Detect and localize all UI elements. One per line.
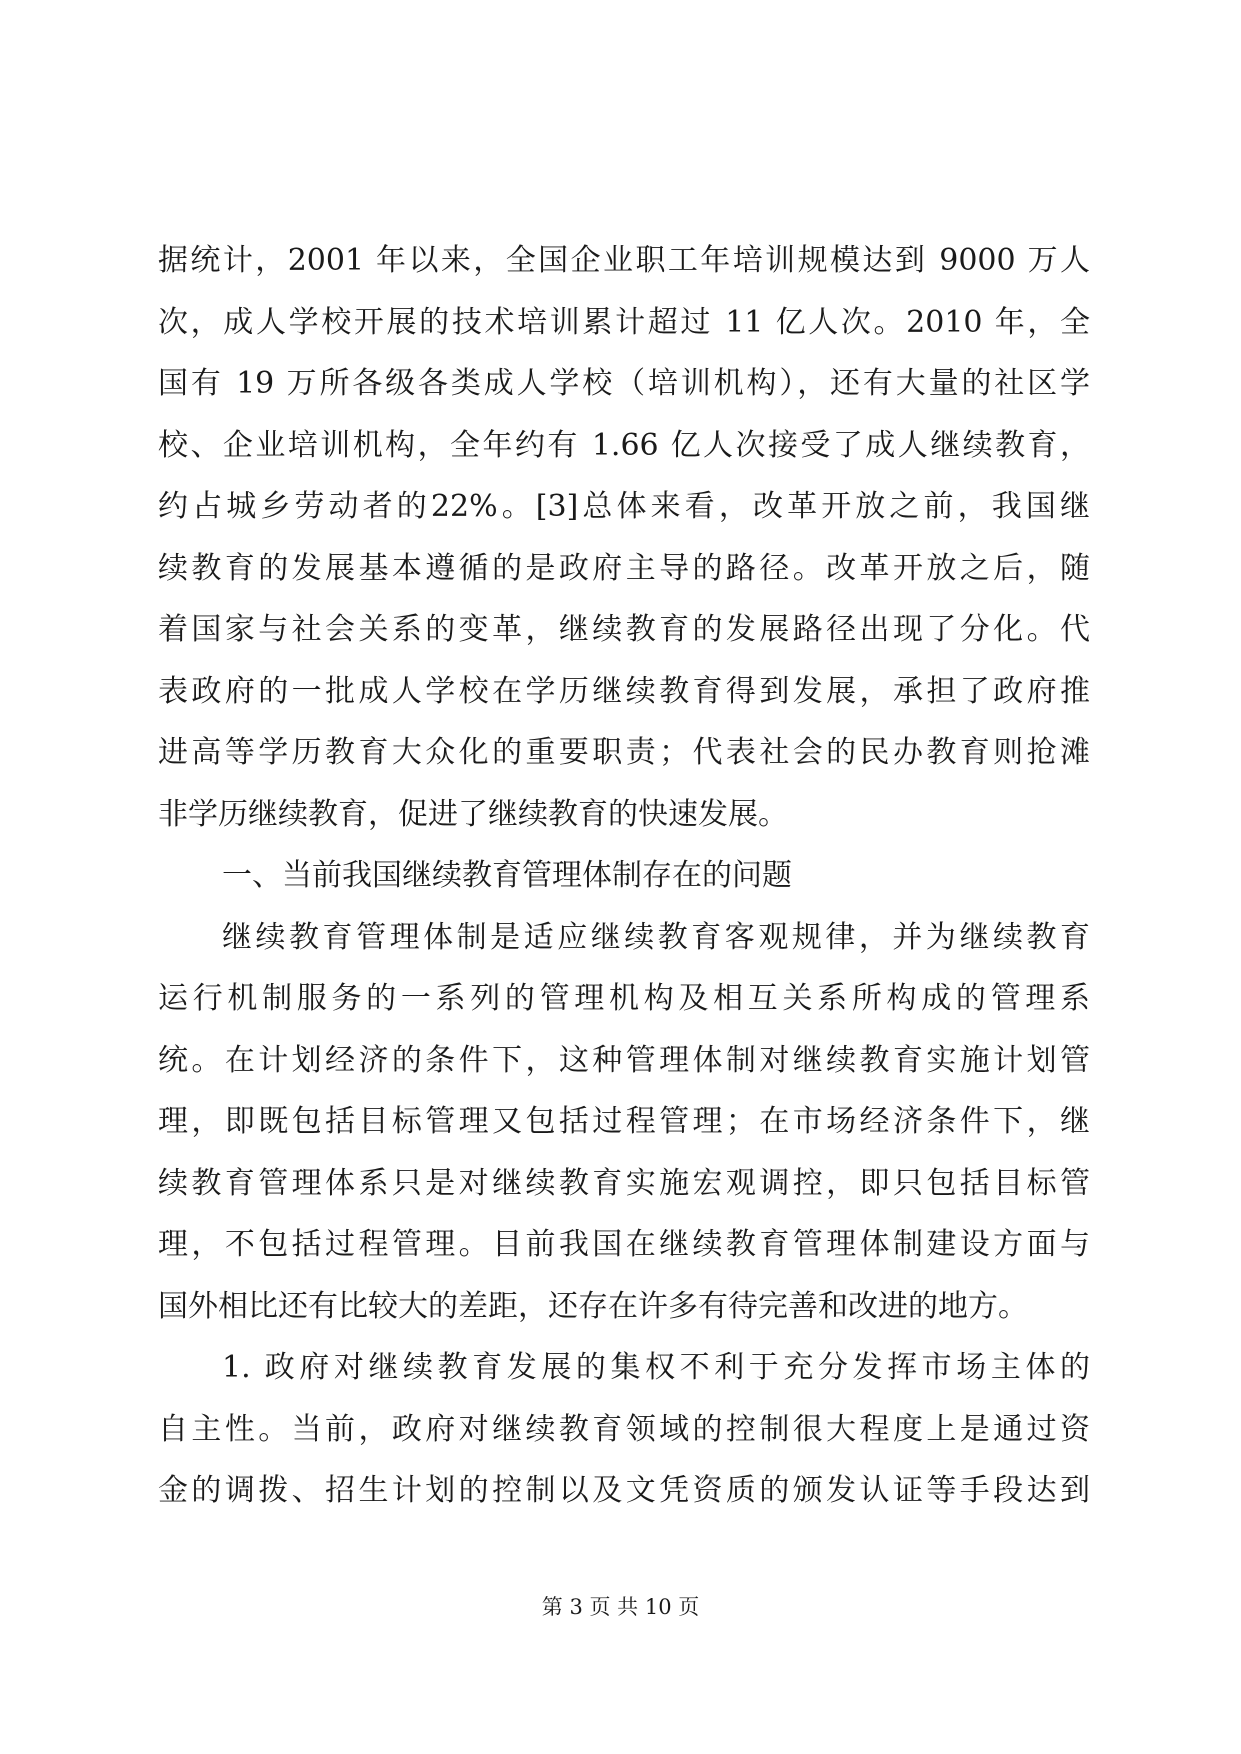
- text-line: 国有 19 万所各级各类成人学校（培训机构），还有大量的社区学: [158, 366, 1090, 401]
- text-line: 金的调拨、招生计划的控制以及文凭资质的颁发认证等手段达到: [158, 1473, 1090, 1508]
- page-footer: 第 3 页 共 10 页: [541, 1595, 700, 1619]
- text-line: 自主性。当前，政府对继续教育领域的控制很大程度上是通过资: [158, 1411, 1090, 1447]
- text-line: 次，成人学校开展的技术培训累计超过 11 亿人次。2010 年，全: [158, 304, 1090, 340]
- text-line: 国外相比还有比较大的差距，还存在许多有待完善和改进的地方。: [158, 1288, 1028, 1324]
- text-line: 理，不包括过程管理。目前我国在继续教育管理体制建设方面与: [158, 1227, 1090, 1262]
- text-line: 校、企业培训机构，全年约有 1.66 亿人次接受了成人继续教育，: [158, 427, 1090, 463]
- section-heading: 一、当前我国继续教育管理体制存在的问题: [222, 858, 792, 893]
- text-line: 表政府的一批成人学校在学历继续教育得到发展，承担了政府推: [158, 673, 1090, 709]
- text-line: 着国家与社会关系的变革，继续教育的发展路径出现了分化。代: [158, 612, 1090, 647]
- body-text: [158, 230, 1090, 1522]
- text-line: 统。在计划经济的条件下，这种管理体制对继续教育实施计划管: [158, 1042, 1090, 1078]
- text-line: 据统计，2001 年以来，全国企业职工年培训规模达到 9000 万人: [158, 243, 1090, 278]
- text-line: 进高等学历教育大众化的重要职责；代表社会的民办教育则抢滩: [158, 735, 1090, 770]
- text-line: 运行机制服务的一系列的管理机构及相互关系所构成的管理系: [158, 981, 1090, 1016]
- text-line: 续教育管理体系只是对继续教育实施宏观调控，即只包括目标管: [158, 1165, 1090, 1201]
- text-line: 1. 政府对继续教育发展的集权不利于充分发挥市场主体的: [222, 1350, 1090, 1385]
- text-line: 继续教育管理体制是适应继续教育客观规律，并为继续教育: [222, 919, 1090, 955]
- text-line: 约占城乡劳动者的22%。[3]总体来看，改革开放之前，我国继: [158, 489, 1090, 524]
- text-line: 非学历继续教育，促进了继续教育的快速发展。: [158, 796, 788, 832]
- text-line: 理，即既包括目标管理又包括过程管理；在市场经济条件下，继: [158, 1104, 1090, 1139]
- text-line: 续教育的发展基本遵循的是政府主导的路径。改革开放之后，随: [158, 550, 1090, 586]
